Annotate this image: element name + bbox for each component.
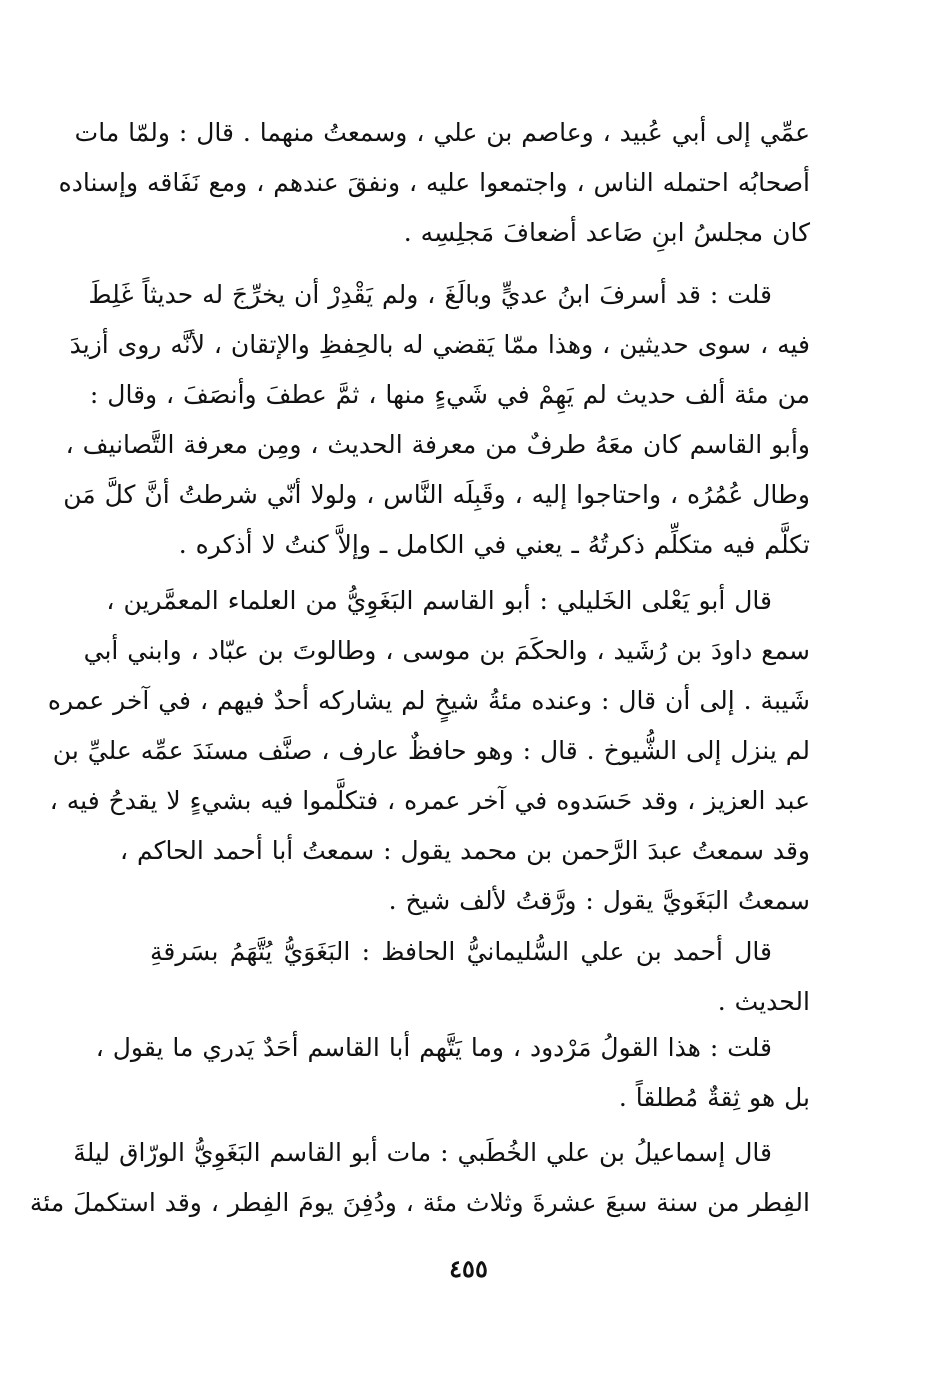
text-line: قلت : قد أسرفَ ابنُ عديٍّ وبالَغَ ، ولم يَقْدِرْ أن يخرِّجَ له حديثاً غَلِطَ (88, 280, 772, 309)
text-line: كان مجلسُ ابنِ صَاعد أضعافَ مَجلِسِه . (403, 218, 810, 247)
text-line: سمعتُ البَغَويَّ يقول : ورَّقتُ لألف شيخ . (388, 886, 810, 915)
text-line: الحديث . (717, 987, 810, 1016)
page-number: ٤٥٥ (449, 1254, 488, 1283)
text-line: قال أبو يَعْلى الخَليلي : أبو القاسم البَغَوِيُّ من العلماء المعمَّرين ، (106, 586, 772, 615)
text-line: قال إسماعيلُ بن علي الخُطَبي : مات أبو القاسم البَغَوِيُّ الورّاق ليلةَ (73, 1138, 772, 1167)
paragraph-2 (63, 270, 810, 570)
text-line: سمع داودَ بن رُشَيد ، والحكَمَ بن موسى ، وطالوتَ بن عبّاد ، وابني أبي (83, 636, 810, 665)
text-line: بل هو ثِقةٌ مُطلقاً . (618, 1083, 810, 1112)
paragraph-4 (150, 927, 810, 1027)
text-line: تكلَّم فيه متكلِّم ذكرتُهُ ـ يعني في الكامل ـ وإلاَّ كنتُ لا أذكره . (178, 530, 810, 559)
text-line: قال أحمد بن علي السُّليمانيُّ الحافظ : البَغَوَيُّ يُتَّهَمُ بسَرقةِ (150, 937, 772, 966)
text-line: وأبو القاسم كان معَهُ طرفٌ من معرفة الحديث ، ومِن معرفة التَّصانيف ، (65, 430, 810, 459)
text-line: وطال عُمُرُه ، واحتاجوا إليه ، وقَبِلَه النَّاس ، ولولا أنّي شرطتُ أنَّ كلَّ مَن (63, 480, 810, 509)
text-line: قلت : هذا القولُ مَرْدود ، وما يَتَّهم أبا القاسم أحَدٌ يَدري ما يقول ، (95, 1033, 772, 1062)
text-line: وقد سمعتُ عبدَ الرَّحمن بن محمد يقول : سمعتُ أبا أحمد الحاكم ، (119, 836, 810, 865)
text-line: عبد العزيز ، وقد حَسَدوه في آخر عمره ، فتكلَّموا فيه بشيءٍ لا يقدحُ فيه ، (49, 786, 810, 815)
paragraph-3 (47, 576, 810, 926)
text-line: عمِّي إلى أبي عُبيد ، وعاصم بن علي ، وسمعتُ منهما . قال : ولمّا مات (74, 118, 810, 147)
text-line: من مئة ألف حديث لم يَهِمْ في شَيءٍ منها ، ثمَّ عطفَ وأنصَفَ ، وقال : (89, 380, 810, 409)
text-line: فيه ، سوى حديثين ، وهذا ممّا يَقضي له بالحِفظِ والإتقان ، لأنَّه روى أزيدَ (69, 330, 810, 359)
text-line: لم ينزل إلى الشُّيوخ . قال : وهو حافظٌ عارف ، صنَّف مسنَدَ عمِّه عليِّ بن (52, 736, 810, 765)
paragraph-5 (95, 1023, 810, 1123)
text-line: الفِطر من سنة سبعَ عشرةَ وثلاث مئة ، ودُفِنَ يومَ الفِطر ، وقد استكملَ مئة (29, 1188, 810, 1217)
paragraph-1 (58, 108, 810, 258)
text-line: أصحابُه احتمله الناس ، واجتمعوا عليه ، ونفقَ عندهم ، ومع نَفَاقه وإسناده (58, 168, 810, 197)
paragraph-6 (29, 1128, 810, 1228)
text-line: شَيبة . إلى أن قال : وعنده مئةُ شيخٍ لم يشاركه أحدٌ فيهم ، في آخر عمره (47, 686, 810, 715)
